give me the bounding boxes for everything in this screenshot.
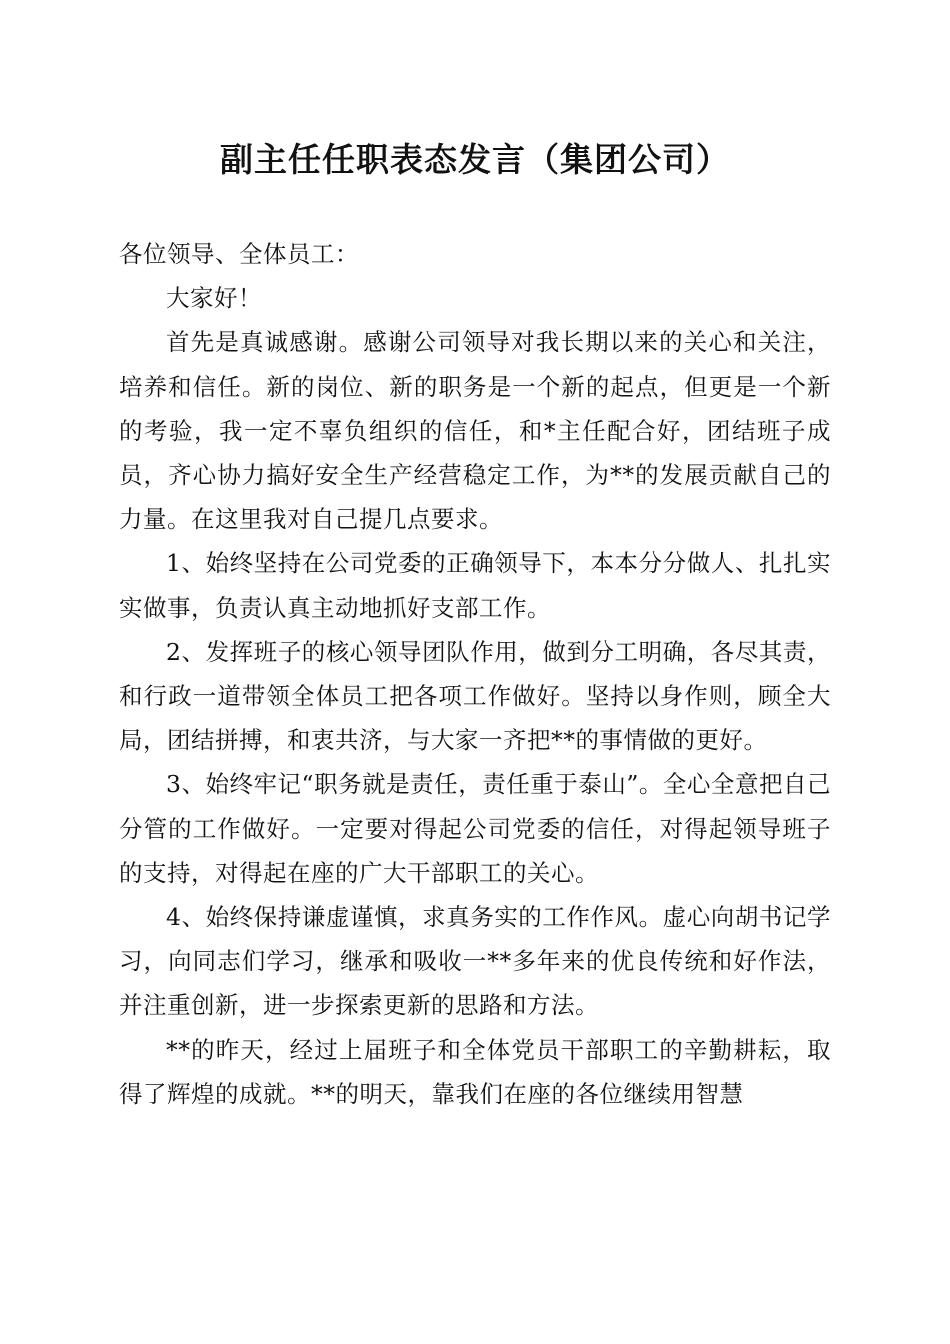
paragraph-point-3: 3、始终牢记“职务就是责任，责任重于泰山”。全心全意把自己分管的工作做好。一定要对得起公司党委的信任，对得起领导班子的支持，对得起在座的广大干部职工的关心。 <box>119 770 831 887</box>
paragraph-thanks: 首先是真诚感谢。感谢公司领导对我长期以来的关心和关注，培养和信任。新的岗位、新的职务是一个新的起点，但更是一个新的考验，我一定不辜负组织的信任，和*主任配合好，团结班子成员，齐心协力搞好安全生产经营稳定工作，为**的发展贡献自己的力量。在这里我对自己提几点要求。 <box>119 328 831 534</box>
salutation: 各位领导、全体员工： <box>119 240 359 268</box>
paragraph-point-1: 1、始终坚持在公司党委的正确领导下，本本分分做人、扎扎实实做事，负责认真主动地抓好支部工作。 <box>119 549 831 622</box>
document-body <box>119 232 831 1116</box>
paragraph-closing: **的昨天，经过上届班子和全体党员干部职工的辛勤耕耘，取得了辉煌的成就。**的明天，靠我们在座的各位继续用智慧 <box>119 1035 831 1108</box>
document-title: 副主任任职表态发言（集团公司） <box>220 140 730 179</box>
greeting: 大家好！ <box>166 284 262 313</box>
paragraph-point-4: 4、始终保持谦虚谨慎，求真务实的工作作风。虚心向胡书记学习，向同志们学习，继承和吸收一**多年来的优良传统和好作法，并注重创新，进一步探索更新的思路和方法。 <box>119 903 831 1020</box>
paragraph-point-2: 2、发挥班子的核心领导团队作用，做到分工明确，各尽其责，和行政一道带领全体员工把各项工作做好。坚持以身作则，顾全大局，团结拼搏，和衷共济，与大家一齐把**的事情做的更好。 <box>119 637 831 755</box>
